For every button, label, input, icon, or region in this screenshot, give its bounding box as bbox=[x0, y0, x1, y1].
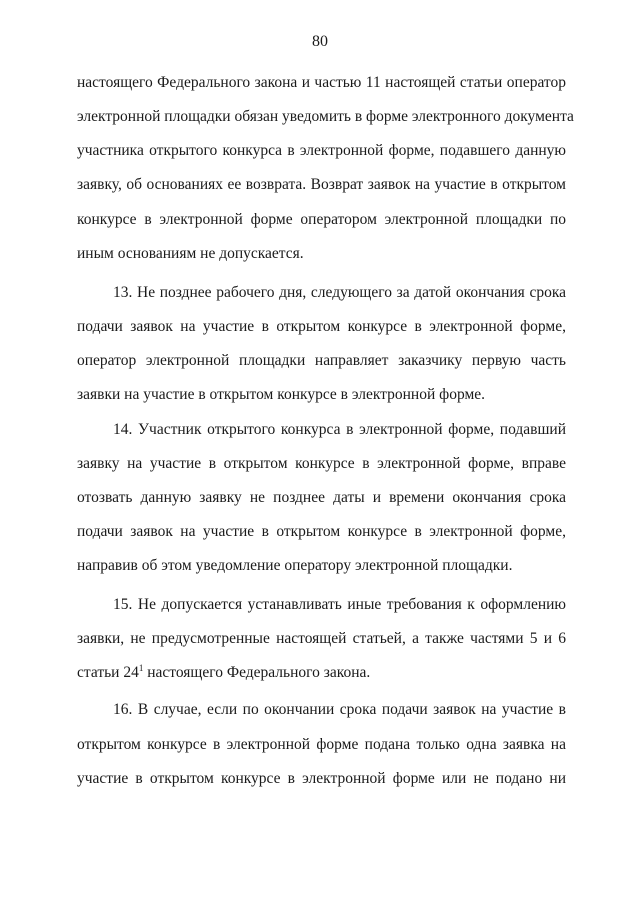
text-line: 13. Не позднее рабочего дня, следующего за датой окончания срока bbox=[113, 284, 566, 301]
text-line: электронной площадки обязан уведомить в форме электронного документа bbox=[77, 108, 574, 125]
article-ref-prefix: статьи 24 bbox=[77, 664, 139, 681]
article-ref-suffix: настоящего Федерального закона. bbox=[143, 664, 371, 681]
text-line: заявку на участие в открытом конкурсе в электронной форме, вправе bbox=[77, 455, 566, 472]
text-line: иным основаниям не допускается. bbox=[77, 245, 304, 262]
text-line: участника открытого конкурса в электронной форме, подавшего данную bbox=[77, 142, 566, 159]
text-line: отозвать данную заявку не позднее даты и времени окончания срока bbox=[77, 489, 566, 506]
text-line: заявки на участие в открытом конкурсе в электронной форме. bbox=[77, 386, 486, 403]
text-line bbox=[77, 663, 566, 683]
text-line: участие в открытом конкурсе в электронной форме или не подано ни bbox=[77, 770, 566, 787]
text-line: конкурсе в электронной форме оператором электронной площадки по bbox=[77, 211, 566, 228]
text-line: заявки, не предусмотренные настоящей статьей, а также частями 5 и 6 bbox=[77, 630, 566, 647]
article-ref-superscript: 1 bbox=[138, 663, 144, 673]
text-line: настоящего Федерального закона и частью 11 настоящей статьи оператор bbox=[77, 74, 566, 91]
text-line: заявку, об основаниях ее возврата. Возврат заявок на участие в открытом bbox=[77, 176, 566, 193]
text-line: 15. Не допускается устанавливать иные требования к оформлению bbox=[113, 596, 566, 613]
page-number: 80 bbox=[312, 33, 328, 50]
text-line: оператор электронной площадки направляет заказчику первую часть bbox=[77, 352, 566, 369]
text-line: подачи заявок на участие в открытом конкурсе в электронной форме, bbox=[77, 523, 566, 540]
text-line: 14. Участник открытого конкурса в электронной форме, подавший bbox=[113, 421, 566, 438]
text-line: 16. В случае, если по окончании срока подачи заявок на участие в bbox=[113, 701, 566, 718]
text-line: направив об этом уведомление оператору электронной площадки. bbox=[77, 557, 513, 574]
text-line: открытом конкурсе в электронной форме подана только одна заявка на bbox=[77, 736, 566, 753]
text-line: подачи заявок на участие в открытом конкурсе в электронной форме, bbox=[77, 318, 566, 335]
